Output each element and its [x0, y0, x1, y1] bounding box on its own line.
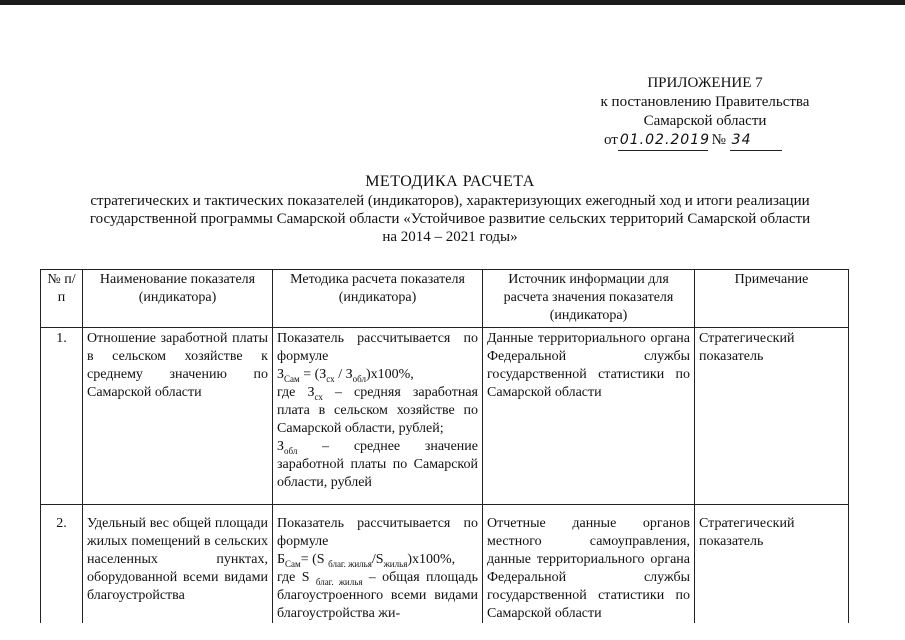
appendix-header [560, 74, 850, 151]
document-heading [40, 173, 860, 246]
calculation-method [273, 505, 483, 624]
row-number: 1. [41, 328, 83, 505]
method-where-1: где S $_{благ. жилья}$ – общая площадь благоустроенного всеми видами благоустройства жи- [277, 570, 478, 621]
indicator-name: Отношение заработной платы в сельском хозяйстве к среднему значению по Самарской области [83, 328, 273, 505]
note: Стратегический показатель [695, 505, 849, 624]
calculation-method [273, 328, 483, 505]
header-num: № п/п [41, 270, 83, 328]
method-where-1: где $З_{сх}$ – средняя заработная плата в сельском хозяйстве по Самарской области, рублей; [277, 385, 478, 436]
appendix-date-row [560, 131, 850, 151]
header-name: Наименование показателя (индикатора) [83, 270, 273, 328]
top-border [0, 0, 905, 5]
appendix-title: ПРИЛОЖЕНИЕ 7 [647, 75, 763, 91]
table-header-row [41, 270, 849, 328]
header-note: Примечание [695, 270, 849, 328]
heading-line-2: государственной программы Самарской области «Устойчивое развитие сельских территорий Самарской области [89, 211, 811, 227]
appendix-line-2: Самарской области [643, 113, 767, 129]
row-number: 2. [41, 505, 83, 624]
method-formula: $З_{Сам} = (З_{сх} / З_{обл})x100\%$, [277, 367, 414, 384]
table-row [41, 505, 849, 624]
indicator-name: Удельный вес общей площади жилых помещений в сельских населенных пунктах, оборудованной всеми видами благоустройства [83, 505, 273, 624]
method-formula: $Б_{Сам}= (S$ $_{благ. жилья}/S_{жилья})x100\%$, [277, 552, 456, 569]
method-intro: Показатель рассчитывается по формуле [277, 331, 478, 364]
header-method: Методика расчета показателя (индикатора) [273, 270, 483, 328]
indicators-table [40, 269, 849, 623]
heading-line-1: стратегических и тактических показателей (индикаторов), характеризующих ежегодный ход и итоги реализации [90, 193, 810, 209]
handwritten-number: 34 [730, 131, 782, 151]
method-intro: Показатель рассчитывается по формуле [277, 516, 478, 549]
document-title: МЕТОДИКА РАСЧЕТА [365, 173, 535, 190]
data-source: Отчетные данные органов местного самоуправления, данные территориального органа Федеральной службы государственной статистики по Самарской области [483, 505, 695, 624]
note: Стратегический показатель [695, 328, 849, 505]
number-prefix: № [711, 132, 726, 148]
appendix-line-1: к постановлению Правительства [600, 94, 810, 110]
method-where-2: $З_{обл}$ – среднее значение заработной платы по Самарской области, рублей [277, 439, 478, 490]
heading-line-3: на 2014 – 2021 годы» [382, 229, 518, 245]
data-source: Данные территориального органа Федеральной службы государственной статистики по Самарской области [483, 328, 695, 505]
header-source: Источник информации для расчета значения показателя (индикатора) [483, 270, 695, 328]
handwritten-date: 01.02.2019 [618, 131, 708, 151]
table-row [41, 328, 849, 505]
date-prefix: от [604, 132, 618, 148]
